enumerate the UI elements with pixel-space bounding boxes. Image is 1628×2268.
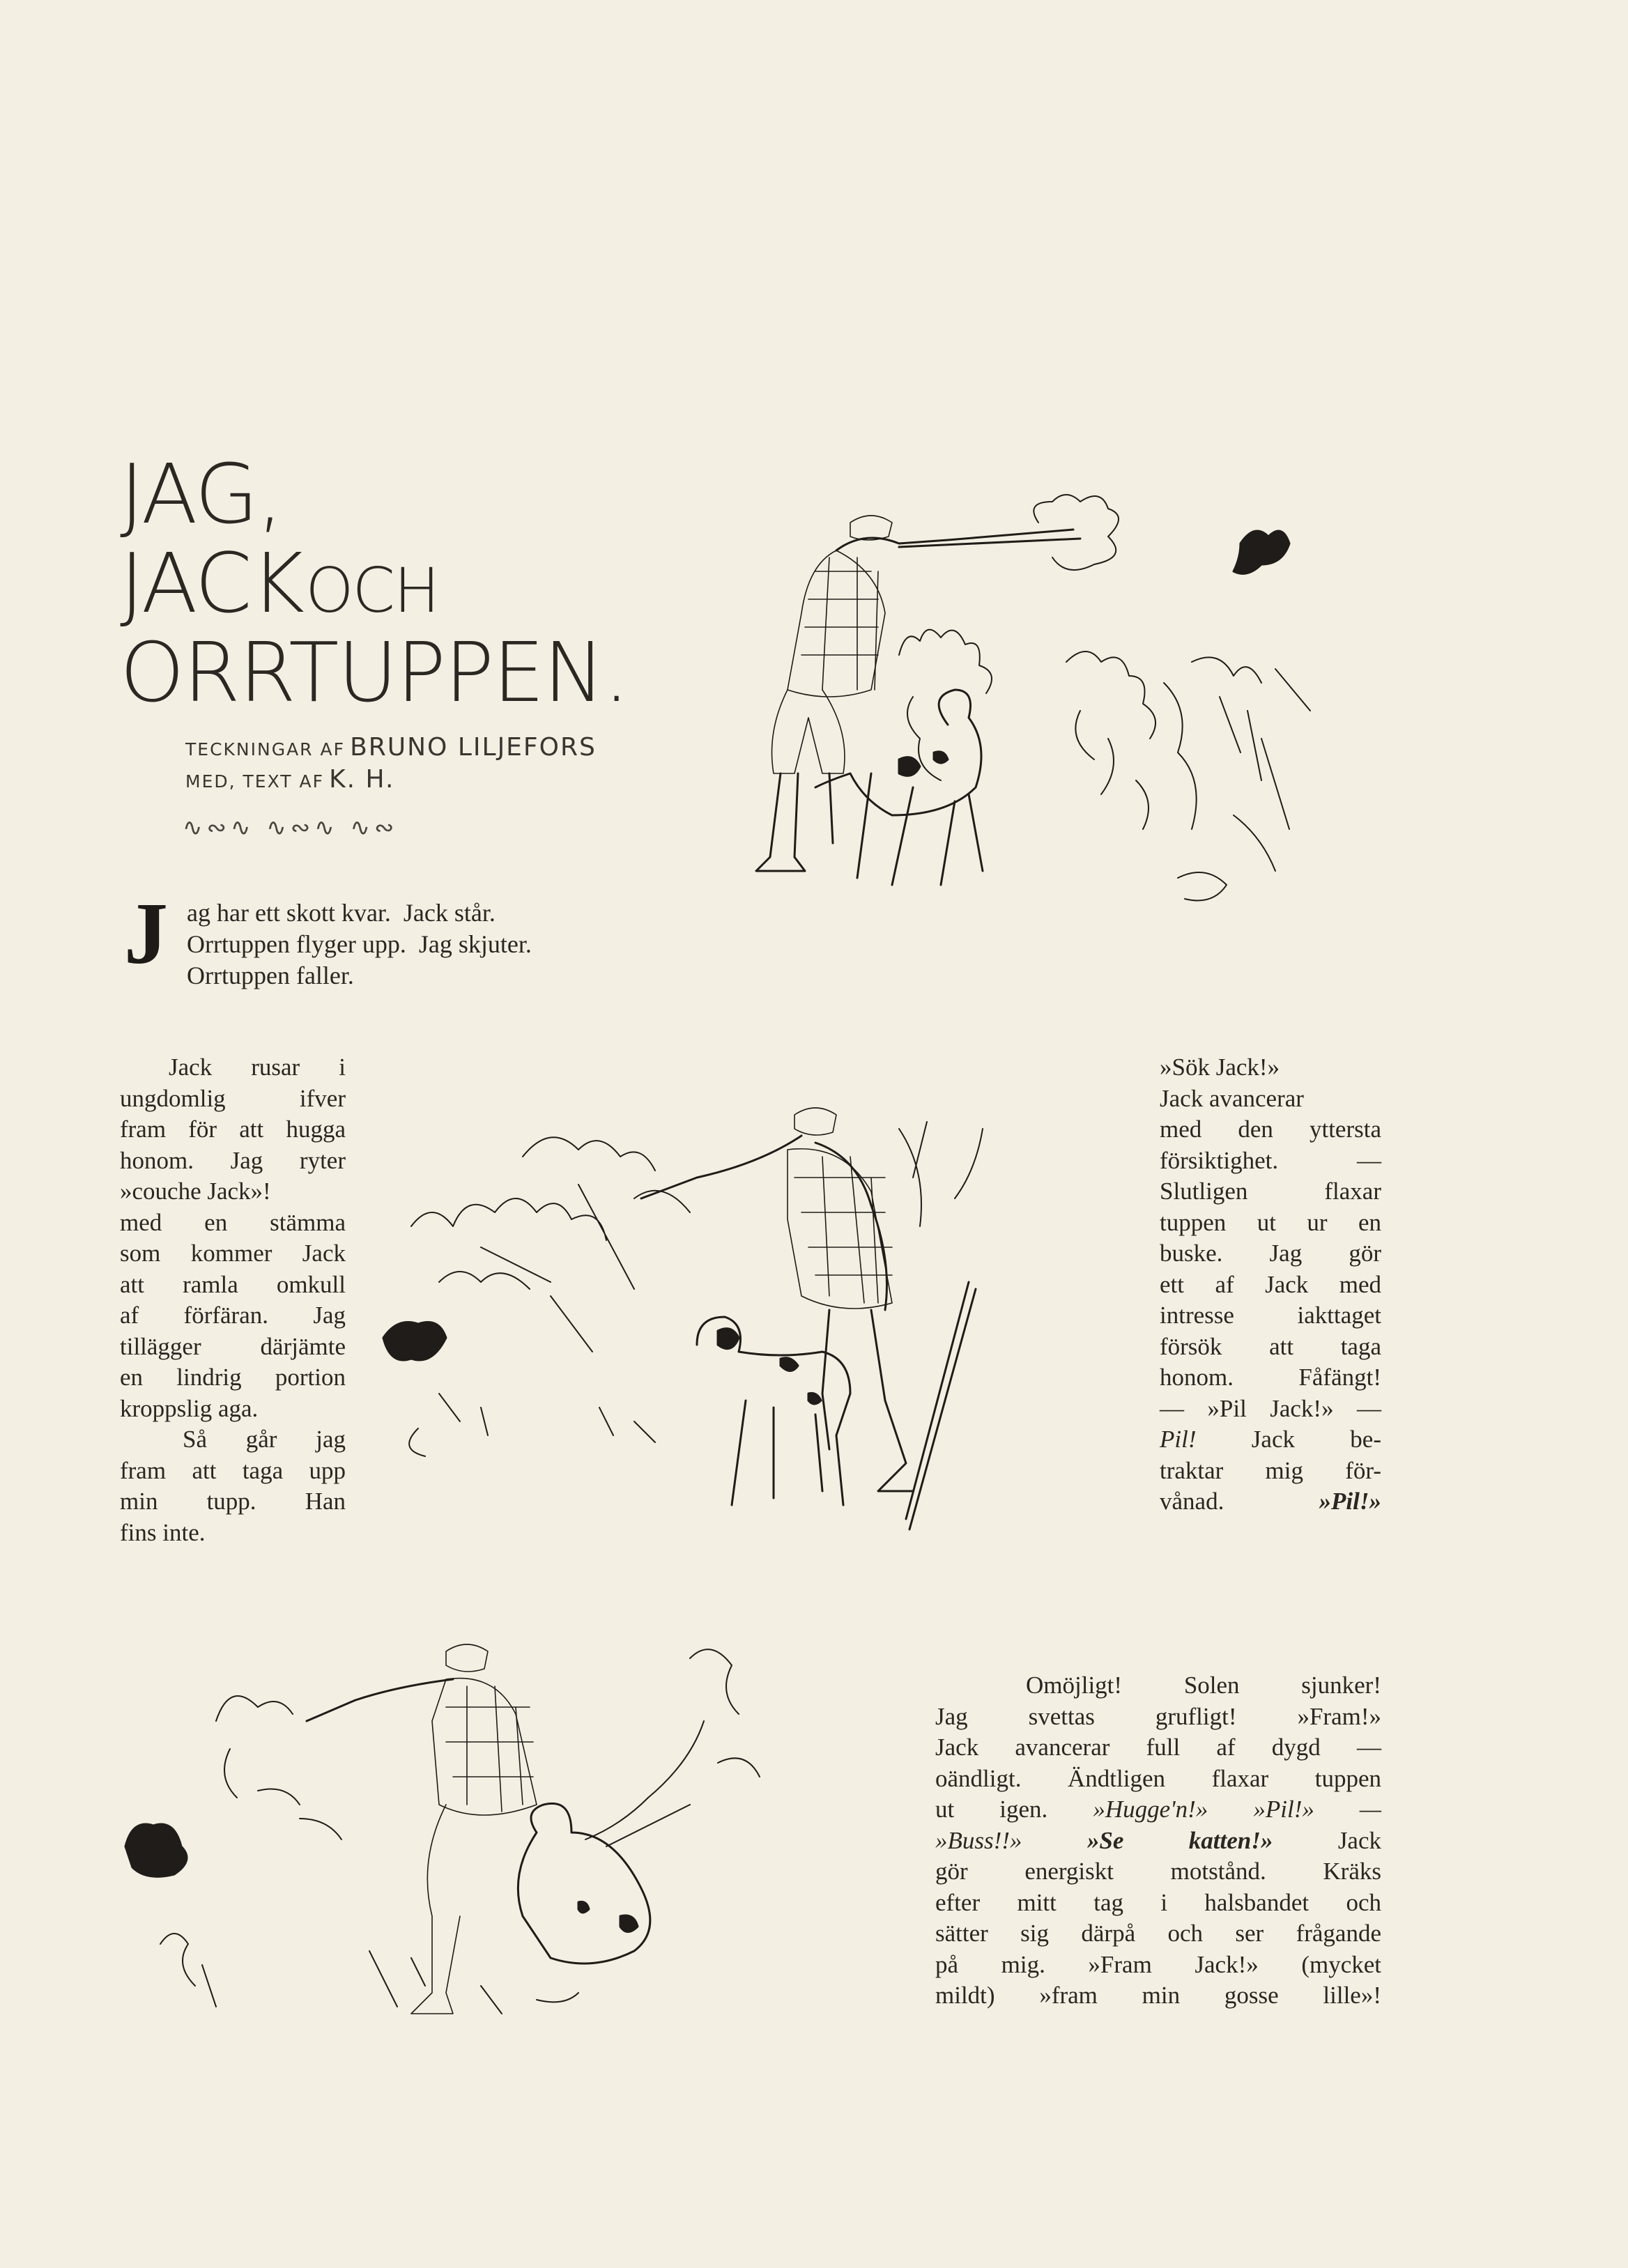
bottom-line: på mig. »Fram Jack!» (mycket: [935, 1950, 1381, 1978]
pointer-dog: [815, 690, 983, 885]
right-column-text: [1160, 1052, 1381, 1518]
hunter-legs: [822, 1310, 913, 1491]
dog-spots: [578, 1901, 638, 1931]
bottom-line: gör energiskt motstånd. Kräks: [935, 1858, 1381, 1885]
bush-sketch: [1066, 651, 1197, 829]
hunter-cap: [850, 516, 892, 540]
hunter-trousers: [772, 690, 845, 773]
right-line-15: vånad. »Pil!»: [1160, 1488, 1381, 1515]
jacket-plaid: [446, 1686, 533, 1812]
title-line-3: ORRTUPPEN.: [120, 624, 629, 720]
right-line: traktar mig för-: [1160, 1456, 1381, 1484]
right-line: Jack avancerar: [1160, 1084, 1304, 1112]
right-line: försök att taga: [1160, 1332, 1381, 1360]
intro-line-1: ag har ett skott kvar. Jack står.: [187, 899, 496, 927]
bottom-line: sätter sig därpå och ser frågande: [935, 1920, 1381, 1947]
left-line: Så går jag: [183, 1426, 346, 1453]
grass-sketch: [1178, 657, 1310, 900]
right-line: tuppen ut ur en: [1160, 1208, 1381, 1236]
right-line: ett af Jack med: [1160, 1270, 1381, 1298]
left-line: kroppslig aga.: [120, 1394, 259, 1422]
left-line: fram att taga upp: [120, 1456, 346, 1484]
left-line: som kommer Jack: [120, 1240, 346, 1267]
bottom-line: oändligt. Ändtligen flaxar tuppen: [935, 1764, 1381, 1792]
credit-line-1: TECKNINGAR AF BRUNO LILJEFORS: [185, 733, 597, 762]
dog-spots: [718, 1329, 821, 1404]
left-line: af förfäran. Jag: [120, 1302, 346, 1329]
left-line: fins inte.: [120, 1518, 206, 1546]
hunter-arm-pointing: [641, 1136, 887, 1310]
hunter-legs: [756, 773, 833, 871]
left-line: fram för att hugga: [120, 1116, 346, 1143]
intro-line-3: Orrtuppen faller.: [187, 962, 354, 989]
grouse-flying: [1234, 531, 1289, 573]
tree-sketch: [585, 1649, 760, 1846]
grouse-running: [383, 1322, 446, 1361]
illustration-hunter-holding-dog: [118, 1637, 885, 2069]
dog-spots: [899, 752, 948, 776]
right-line: försiktighet. —: [1160, 1146, 1381, 1174]
jacket-plaid: [794, 1157, 892, 1303]
illustration-hunter-shooting: [690, 488, 1387, 982]
grouse-standing: [125, 1824, 187, 1876]
credit-line-2: MED, TEXT AF K. H.: [185, 765, 395, 794]
illustration-hunter-pointing: [369, 1101, 1157, 1540]
intro-line-2: Orrtuppen flyger upp. Jag skjuter.: [187, 930, 532, 958]
intro-paragraph: [187, 897, 647, 992]
bottom-line: efter mitt tag i halsbandet och: [935, 1888, 1381, 1916]
right-line: buske. Jag gör: [1160, 1240, 1381, 1267]
ground-grass: [369, 1951, 578, 2014]
right-line: intresse iakttaget: [1160, 1302, 1381, 1329]
hunter-jacket: [788, 1149, 892, 1309]
bottom-line-5: ut igen. »Hugge'n!» »Pil!» —: [935, 1796, 1382, 1823]
hunter-cap: [446, 1644, 488, 1672]
right-line: honom. Fåfängt!: [1160, 1364, 1381, 1391]
left-line: en lindrig portion: [120, 1364, 346, 1391]
pointer-dog-sitting: [518, 1803, 650, 1964]
left-line: ungdomlig ifver: [120, 1084, 346, 1112]
hunter-jacket: [788, 550, 885, 697]
bottom-line-6: »Buss!!» »Se katten!» Jack: [935, 1826, 1382, 1854]
left-line: »couche Jack»!: [120, 1178, 271, 1205]
tree-branches: [899, 1122, 983, 1226]
ground-grass: [409, 1394, 655, 1456]
bottom-line: Omöjligt! Solen sjunker!: [1026, 1672, 1381, 1699]
bottom-line: Jag svettas grufligt! »Fram!»: [935, 1702, 1381, 1730]
left-line: med en stämma: [120, 1208, 346, 1236]
bottom-column-text: [935, 1670, 1381, 2012]
left-line: min tupp. Han: [120, 1488, 346, 1515]
jacket-plaid: [801, 557, 878, 690]
hunter-legs: [411, 1805, 460, 2014]
title-line-1: JAG,: [120, 446, 282, 542]
title-line-2: JACK OCH: [120, 535, 439, 631]
drop-cap: J: [124, 886, 168, 982]
bottom-line: mildt) »fram min gosse lille»!: [935, 1982, 1381, 2009]
right-line: — »Pil Jack!» —: [1160, 1394, 1381, 1422]
right-line-13: Pil! Jack be-: [1160, 1426, 1381, 1453]
hunter-jacket: [432, 1679, 537, 1815]
left-line: tillägger därjämte: [120, 1332, 346, 1360]
bottom-line: Jack avancerar full af dygd —: [935, 1734, 1381, 1761]
right-line: »Sök Jack!»: [1160, 1054, 1280, 1081]
left-line: att ramla omkull: [120, 1270, 346, 1298]
left-column-text: [120, 1052, 346, 1548]
right-line: med den yttersta: [1160, 1116, 1381, 1143]
leaning-rifle: [906, 1282, 976, 1529]
thicket-sketch: [411, 1137, 690, 1352]
bush-sketch: [160, 1696, 341, 2007]
decorative-ornament: ∿∾∿ ∿∾∿ ∿∾: [183, 814, 399, 842]
left-line: Jack rusar i: [169, 1054, 346, 1081]
hunter-arm-pointing: [307, 1679, 453, 1721]
hunter-cap: [794, 1108, 836, 1135]
right-line: Slutligen flaxar: [1160, 1178, 1381, 1205]
left-line: honom. Jag ryter: [120, 1146, 346, 1174]
